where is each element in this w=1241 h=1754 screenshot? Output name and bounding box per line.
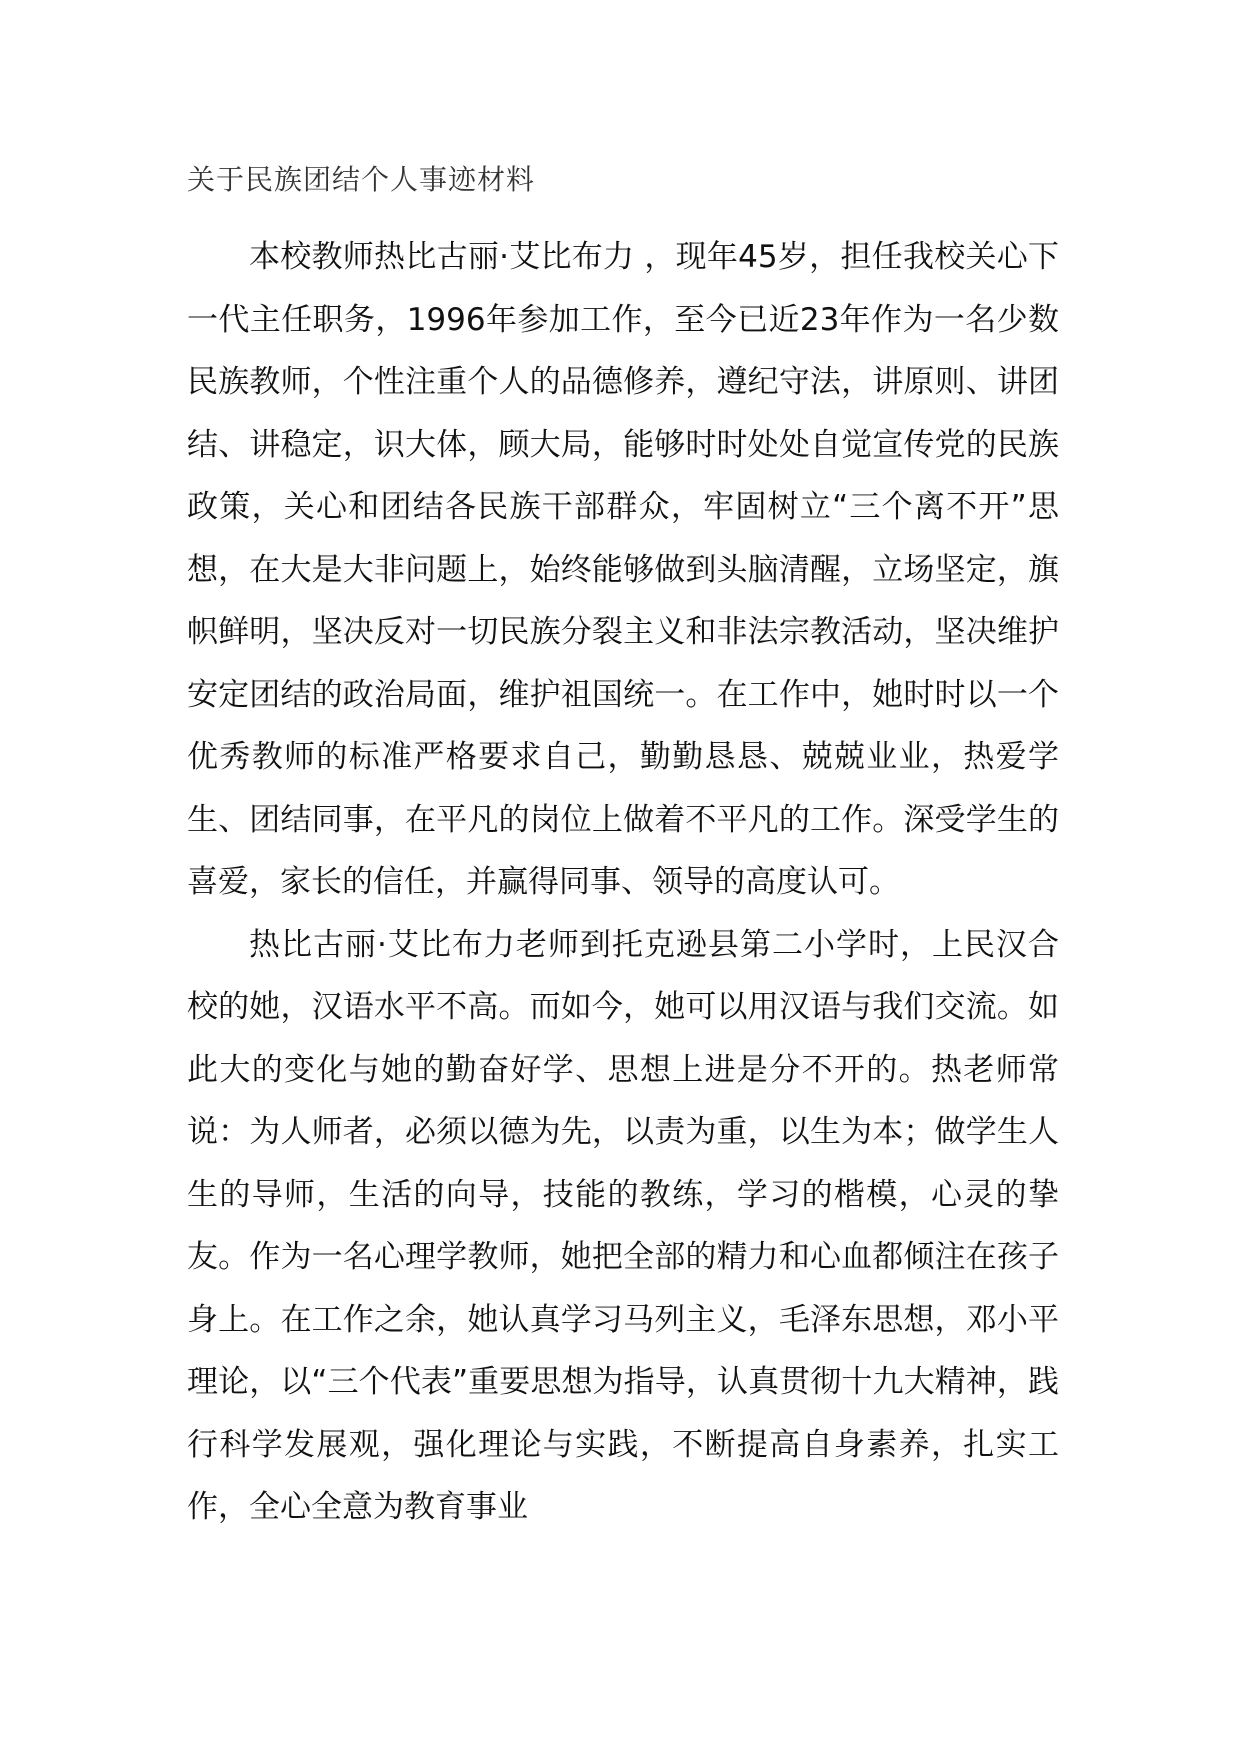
document-title: 关于民族团结个人事迹材料 <box>187 163 536 196</box>
document-body <box>187 226 1059 1539</box>
paragraph-2: 热比古丽·艾比布力老师到托克逊县第二小学时，上民汉合校的她，汉语水平不高。而如今，她可以用汉语与我们交流。如此大的变化与她的勤奋好学、思想上进是分不开的。热老师常说：为人师者，必须以德为先，以责为重，以生为本；做学生人生的导师，生活的向导，技能的教练，学习的楷模，心灵的挚友。作为一名心理学教师，她把全部的精力和心血都倾注在孩子身上。在工作之余，她认真学习马列主义，毛泽东思想，邓小平理论，以“三个代表”重要思想为指导，认真贯彻十九大精神，践行科学发展观，强化理论与实践，不断提高自身素养，扎实工作，全心全意为教育事业 <box>187 926 1059 1525</box>
paragraph-1: 本校教师热比古丽·艾比布力 ，现年45岁，担任我校关心下一代主任职务，1996年参加工作，至今已近23年作为一名少数民族教师，个性注重个人的品德修养，遵纪守法，讲原则、讲团结、讲稳定，识大体，顾大局，能够时时处处自觉宣传党的民族政策，关心和团结各民族干部群众，牢固树立“三个离不开”思想，在大是大非问题上，始终能够做到头脑清醒，立场坚定，旗帜鲜明，坚决反对一切民族分裂主义和非法宗教活动，坚决维护安定团结的政治局面，维护祖国统一。在工作中，她时时以一个优秀教师的标准严格要求自己，勤勤恳恳、兢兢业业，热爱学生、团结同事，在平凡的岗位上做着不平凡的工作。深受学生的喜爱，家长的信任，并赢得同事、领导的高度认可。 <box>187 239 1059 900</box>
